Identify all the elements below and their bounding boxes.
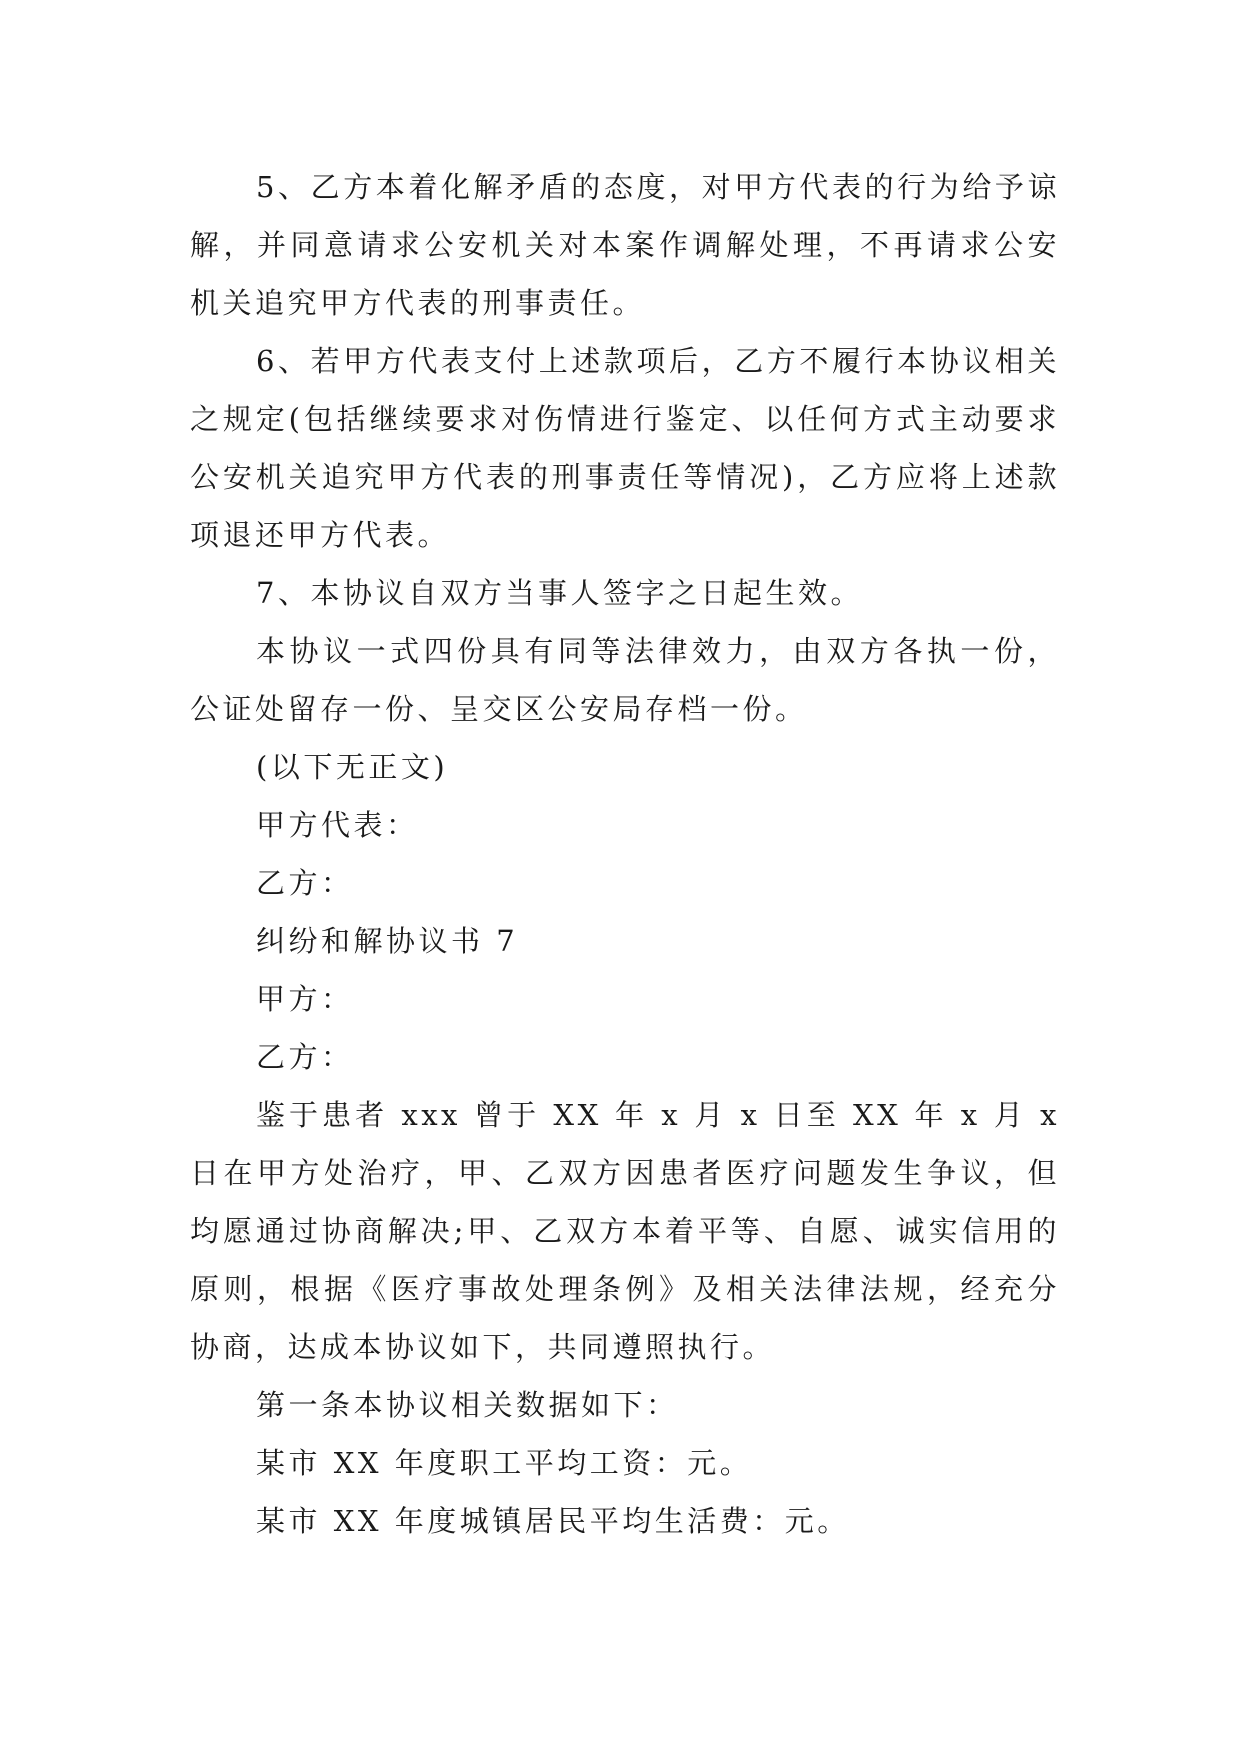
average-wage-line: 某市 XX 年度职工平均工资：元。: [256, 1446, 753, 1480]
document-body: [190, 158, 1060, 1550]
party-b-label: 乙方：: [256, 1040, 354, 1074]
average-living-cost-line: 某市 XX 年度城镇居民平均生活费：元。: [256, 1504, 850, 1538]
clause-7: 7、本协议自双方当事人签字之日起生效。: [256, 576, 863, 610]
clause-5: 5、乙方本着化解矛盾的态度，对甲方代表的行为给予谅解，并同意请求公安机关对本案作调解处理，不再请求公安机关追究甲方代表的刑事责任。: [190, 170, 1060, 320]
party-b-signature-label: 乙方：: [256, 866, 354, 900]
section-title: 纠纷和解协议书 7: [256, 924, 519, 958]
clause-6: 6、若甲方代表支付上述款项后，乙方不履行本协议相关之规定(包括继续要求对伤情进行鉴定、以任何方式主动要求公安机关追究甲方代表的刑事责任等情况)，乙方应将上述款项退还甲方代表。: [190, 344, 1060, 552]
copies-clause: 本协议一式四份具有同等法律效力，由双方各执一份，公证处留存一份、呈交区公安局存档一份。: [190, 634, 1060, 726]
party-a-rep-signature-label: 甲方代表：: [256, 808, 419, 842]
party-a-label: 甲方：: [256, 982, 354, 1016]
no-more-text-note: (以下无正文): [256, 750, 449, 784]
article-one-heading: 第一条本协议相关数据如下：: [256, 1388, 679, 1422]
preamble-paragraph: 鉴于患者 xxx 曾于 XX 年 x 月 x 日至 XX 年 x 月 x 日在甲方处治疗，甲、乙双方因患者医疗问题发生争议，但均愿通过协商解决;甲、乙双方本着平等、自愿、诚实信用的原则，根据《医疗事故处理条例》及相关法律法规，经充分协商，达成本协议如下，共同遵照执行。: [190, 1098, 1060, 1364]
